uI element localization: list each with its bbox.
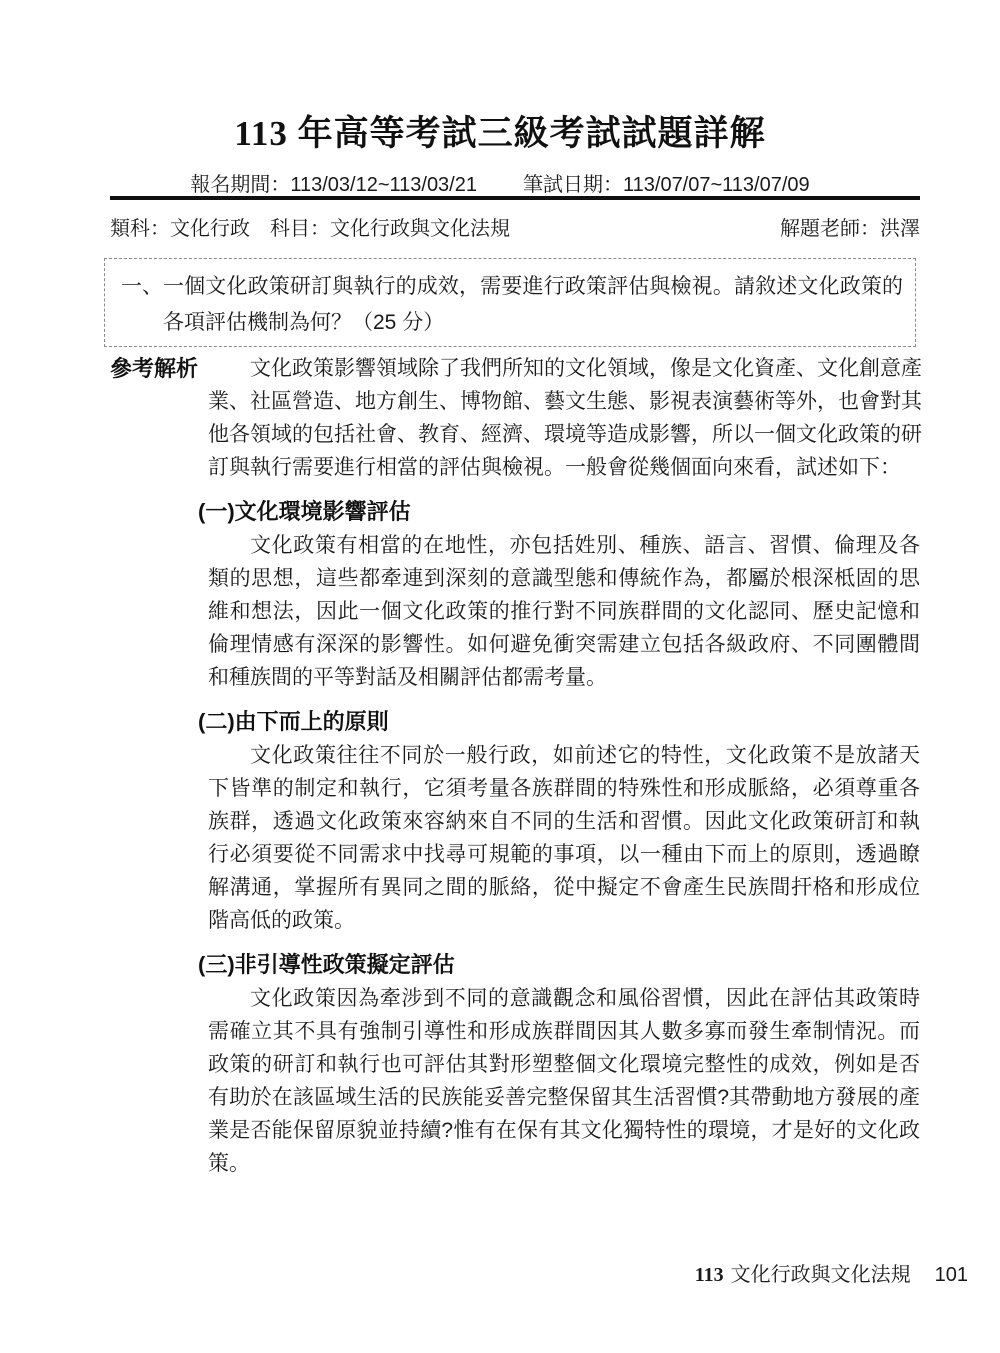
page-title: 113 年高等考試三級考試試題詳解 [234, 114, 766, 153]
registration-period: 報名期間：113/03/12~113/03/21 [190, 174, 477, 196]
analysis-intro-row [110, 352, 922, 484]
page-footer [695, 1258, 968, 1287]
footer-year: 113 [694, 1264, 724, 1286]
analysis-section-3 [110, 948, 922, 1180]
reference-analysis [110, 352, 922, 1180]
footer-subject: 文化行政與文化法規 [730, 1264, 911, 1286]
category-subject: 類科：文化行政 科目：文化行政與文化法規 [110, 218, 510, 240]
analysis-label: 參考解析 [110, 356, 199, 381]
section-3-heading: (三)非引導性政策擬定評估 [198, 952, 455, 977]
exam-info-line [0, 168, 1000, 197]
analysis-section-2 [110, 705, 922, 937]
section-3-body: 文化政策因為牽涉到不同的意識觀念和風俗習慣，因此在評估其政策時需確立其不具有強制引導性和形成族群間因其人數多寡而發生牽制情況。而政策的研訂和執行也可評估其對形塑整個文化環境完整性的成效，例如是否有助於在該區域生活的民族能妥善完整保留其生活習慣?其帶動地方發展的產業是否能保留原貌並持續?惟有在保有其文化獨特性的環境，才是好的文化政策。 [208, 987, 920, 1175]
section-2-body: 文化政策往往不同於一般行政，如前述它的特性，文化政策不是放諸天下皆準的制定和執行，它須考量各族群間的特殊性和形成脈絡，必須尊重各族群，透過文化政策來容納來自不同的生活和習慣。因此文化政策研訂和執行必須要從不同需求中找尋可規範的事項，以一種由下而上的原則，透過瞭解溝通，掌握所有異同之間的脈絡，從中擬定不會產生民族間扞格和形成位階高低的政策。 [208, 744, 920, 932]
written-exam-date: 筆試日期：113/07/07~113/07/09 [523, 174, 810, 196]
solver-teacher: 解題老師：洪澤 [780, 218, 920, 240]
header-divider [110, 196, 920, 200]
section-1-heading: (一)文化環境影響評估 [198, 499, 411, 524]
question-box [104, 258, 916, 347]
question-text: 一個文化政策研訂與執行的成效，需要進行政策評估與檢視。請敘述文化政策的各項評估機制為何？（25 分） [163, 275, 903, 334]
analysis-section-1 [110, 495, 922, 694]
category-line [110, 212, 920, 241]
question-number: 一、 [121, 275, 163, 298]
footer-page-number: 101 [934, 1264, 968, 1286]
section-2-heading: (二)由下而上的原則 [198, 709, 389, 734]
analysis-intro-paragraph: 文化政策影響領域除了我們所知的文化領域，像是文化資產、文化創意產業、社區營造、地方創生、博物館、藝文生態、影視表演藝術等外，也會對其他各領域的包括社會、教育、經濟、環境等造成影響，所以一個文化政策的研訂與執行需要進行相當的評估與檢視。一般會從幾個面向來看，試述如下： [208, 357, 922, 479]
section-1-body: 文化政策有相當的在地性，亦包括姓別、種族、語言、習慣、倫理及各類的思想，這些都牽連到深刻的意識型態和傳統作為，都屬於根深柢固的思維和想法，因此一個文化政策的推行對不同族群間的文化認同、歷史記憶和倫理情感有深深的影響性。如何避免衝突需建立包括各級政府、不同團體間和種族間的平等對話及相關評估都需考量。 [208, 534, 920, 689]
